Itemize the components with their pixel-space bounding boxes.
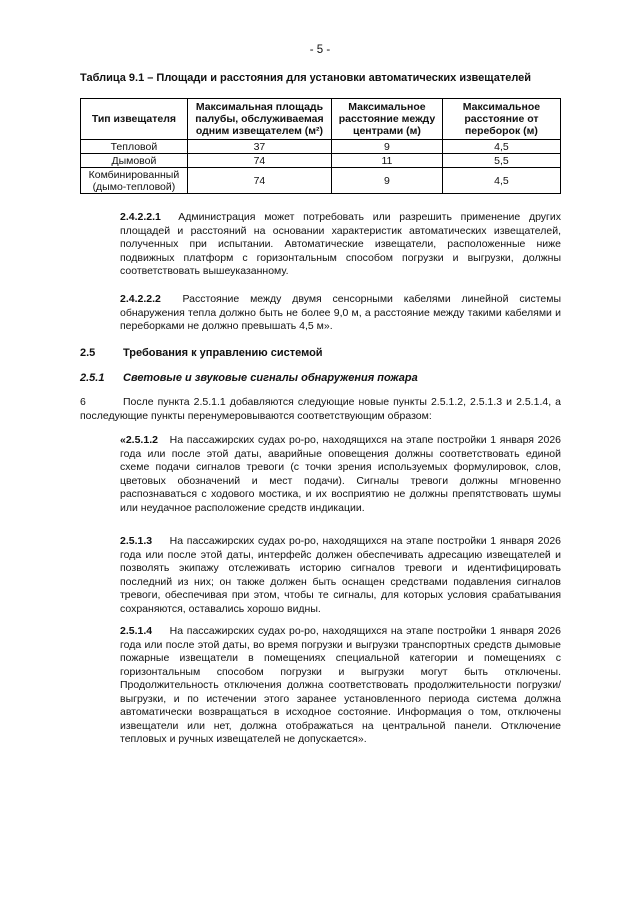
amendment-number: 6 bbox=[80, 396, 86, 408]
table-cell: 4,5 bbox=[442, 140, 560, 154]
section-number: 2.5.1 bbox=[80, 372, 105, 384]
table-cell: Дымовой bbox=[81, 154, 188, 168]
table-cell: 5,5 bbox=[442, 154, 560, 168]
detector-table bbox=[80, 98, 561, 194]
amendment-intro bbox=[80, 396, 561, 423]
paragraph-2-5-1-2 bbox=[120, 434, 561, 515]
paragraph-number: 2.5.1.3 bbox=[120, 535, 153, 547]
section-heading-2-5 bbox=[80, 347, 323, 359]
table-row bbox=[81, 154, 561, 168]
paragraph-text: На пассажирских судах ро-ро, находящихся на этапе постройки 1 января 2026 года или после этой даты, во время погрузки и выгрузки транспортных средств дымовые пожарные извещатели в помещениях специальной категории и помещениях с горизонтальным способом погрузки и выгрузки могут быть отключены. Продолжительность отключения должна соответствовать продолжительности погрузки/выгрузки, и по истечении этого заранее установленного периода система должна автоматически возвращаться в исходное состояние. Информация о том, отключены извещатели или нет, должна отображаться на центральной панели. Отключение тепловых и ручных извещателей не допускается». bbox=[120, 625, 561, 745]
page-number: - 5 - bbox=[309, 44, 331, 56]
table-cell: 37 bbox=[187, 140, 331, 154]
paragraph-number: 2.4.2.2.1 bbox=[120, 211, 161, 223]
section-title: Требования к управлению системой bbox=[123, 347, 323, 359]
table-row bbox=[81, 168, 561, 194]
table-cell: Комбинированный (дымо-тепловой) bbox=[81, 168, 188, 194]
paragraph-text: Расстояние между двумя сенсорными кабелями линейной системы обнаружения тепла должно быть не более 9,0 м, а расстояние между такими кабелями и переборками не должно превышать 4,5 м». bbox=[120, 293, 561, 332]
paragraph-text: Администрация может потребовать или разрешить применение других площадей и расстояний на основании характеристик автоматических извещателей, полученных при испытании. Автоматические извещатели, расположенные ниже подвижных платформ с горизонтальным способом погрузки и выгрузки, должны соответствовать вышеуказанному. bbox=[120, 211, 561, 277]
table-cell: 74 bbox=[187, 168, 331, 194]
paragraph-number: «2.5.1.2 bbox=[120, 434, 158, 446]
table-row bbox=[81, 140, 561, 154]
table-cell: 11 bbox=[332, 154, 443, 168]
table-caption: Таблица 9.1 – Площади и расстояния для установки автоматических извещателей bbox=[80, 72, 532, 84]
table-header-cell: Максимальное расстояние между центрами (м) bbox=[332, 99, 443, 140]
paragraph-text: На пассажирских судах ро-ро, находящихся на этапе постройки 1 января 2026 года или после этой даты, аварийные оповещения должны соответствовать единой схеме подачи сигналов тревоги (с точки зрения используемых формулировок, слов, цветовых обозначений и мест подачи). Сигналы тревоги должны мгновенно распознаваться с ходового мостика, и их восприятию не должны препятствовать шумы или неудачное расположение средств индикации. bbox=[120, 434, 561, 514]
paragraph-2-5-1-3 bbox=[120, 535, 561, 616]
section-title: Световые и звуковые сигналы обнаружения пожара bbox=[123, 372, 418, 384]
section-number: 2.5 bbox=[80, 347, 96, 359]
paragraph-2-4-2-2-2 bbox=[120, 293, 561, 334]
table-cell: 74 bbox=[187, 154, 331, 168]
table-cell: 9 bbox=[332, 140, 443, 154]
paragraph-number: 2.4.2.2.2 bbox=[120, 293, 161, 305]
table-cell: 4,5 bbox=[442, 168, 560, 194]
table-cell: Тепловой bbox=[81, 140, 188, 154]
table-header-cell: Максимальное расстояние от переборок (м) bbox=[442, 99, 560, 140]
paragraph-text: После пункта 2.5.1.1 добавляются следующие новые пункты 2.5.1.2, 2.5.1.3 и 2.5.1.4, а последующие пункты перенумеровываются соответствующим образом: bbox=[80, 396, 561, 422]
section-heading-2-5-1 bbox=[80, 372, 418, 384]
table-cell: 9 bbox=[332, 168, 443, 194]
paragraph-2-5-1-4 bbox=[120, 625, 561, 747]
paragraph-2-4-2-2-1 bbox=[120, 211, 561, 279]
paragraph-number: 2.5.1.4 bbox=[120, 625, 153, 637]
table-header-cell: Максимальная площадь палубы, обслуживаемая одним извещателем (м²) bbox=[187, 99, 331, 140]
paragraph-text: На пассажирских судах ро-ро, находящихся на этапе постройки 1 января 2026 года или после этой даты, интерфейс должен обеспечивать адресацию извещателей и позволять экипажу отслеживать историю сигналов тревоги и идентифицировать последний из них; он также должен быть оснащен средствами подавления сигналов тревоги, обеспечивая при этом, чтобы те сигналы, для которых условия срабатывания сохраняются, оставались хорошо видны. bbox=[120, 535, 561, 615]
table-header-cell: Тип извещателя bbox=[81, 99, 188, 140]
table-header-row bbox=[81, 99, 561, 140]
